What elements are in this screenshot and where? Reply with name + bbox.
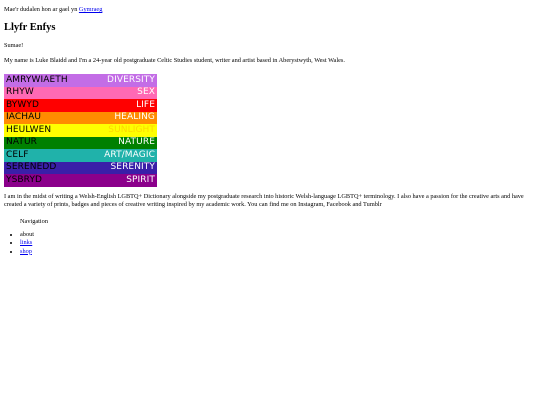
flag-stripe xyxy=(4,74,157,87)
nav-link-links[interactable]: links xyxy=(20,239,33,247)
flag-stripe xyxy=(4,162,157,175)
flag-english-word: SUNLIGHT xyxy=(108,124,155,135)
nav-item-about xyxy=(20,231,536,239)
flag-stripe xyxy=(4,112,157,125)
description-text: I am in the midst of writing a Welsh-English LGBTQ+ Dictionary alongside my postgraduate research into historic Welsh-language LGBTQ+ terminology. I also have a passion for the creative arts and have created a variety of prints, badges and pieces of creative writing inspired by my academic work. You can find me on Instagram, Facebook and Tumblr xyxy=(4,192,524,208)
flag-stripe xyxy=(4,174,157,187)
flag-welsh-word: SERENEDD xyxy=(6,162,57,173)
flag-english-word: SERENITY xyxy=(110,162,155,173)
site-title: Llyfr Enfys xyxy=(4,21,56,33)
nav-link-about: about xyxy=(20,231,34,239)
flag-welsh-word: HEULWEN xyxy=(6,124,52,135)
language-notice-text: Mae'r dudalen hon ar gael yn xyxy=(4,6,79,13)
flag-english-word: SEX xyxy=(137,87,155,98)
flag-welsh-word: IACHAU xyxy=(6,112,42,123)
flag-welsh-word: YSBRYD xyxy=(6,174,43,185)
navigation-list xyxy=(4,231,536,256)
bio-text: My name is Luke Blaidd and I'm a 24-year old postgraduate Celtic Studies student, writer and artist based in Aberystwyth, West Wales. xyxy=(4,57,345,65)
flag-welsh-word: AMRYWIAETH xyxy=(6,74,68,85)
flag-english-word: ART/MAGIC xyxy=(104,149,155,160)
flag-stripe xyxy=(4,124,157,137)
rainbow-flag-image xyxy=(4,74,157,187)
flag-welsh-word: BYWYD xyxy=(6,99,40,110)
flag-stripe xyxy=(4,99,157,112)
language-notice xyxy=(4,0,536,14)
welsh-language-link[interactable]: Gymraeg xyxy=(78,6,103,13)
flag-english-word: NATURE xyxy=(118,137,155,148)
nav-item-shop xyxy=(20,248,536,256)
flag-welsh-word: CELF xyxy=(6,149,29,160)
flag-welsh-word: RHYW xyxy=(6,87,34,98)
flag-english-word: SPIRIT xyxy=(126,174,155,185)
flag-stripe xyxy=(4,137,157,150)
flag-english-word: LIFE xyxy=(136,99,155,110)
nav-item-links xyxy=(20,239,536,247)
flag-stripe xyxy=(4,87,157,100)
navigation-heading: Navigation xyxy=(20,218,48,226)
flag-english-word: DIVERSITY xyxy=(107,74,155,85)
nav-link-shop[interactable]: shop xyxy=(20,247,32,255)
greeting-text: Sumae! xyxy=(4,42,24,50)
flag-welsh-word: NATUR xyxy=(6,137,38,148)
flag-stripe xyxy=(4,149,157,162)
flag-english-word: HEALING xyxy=(114,112,155,123)
